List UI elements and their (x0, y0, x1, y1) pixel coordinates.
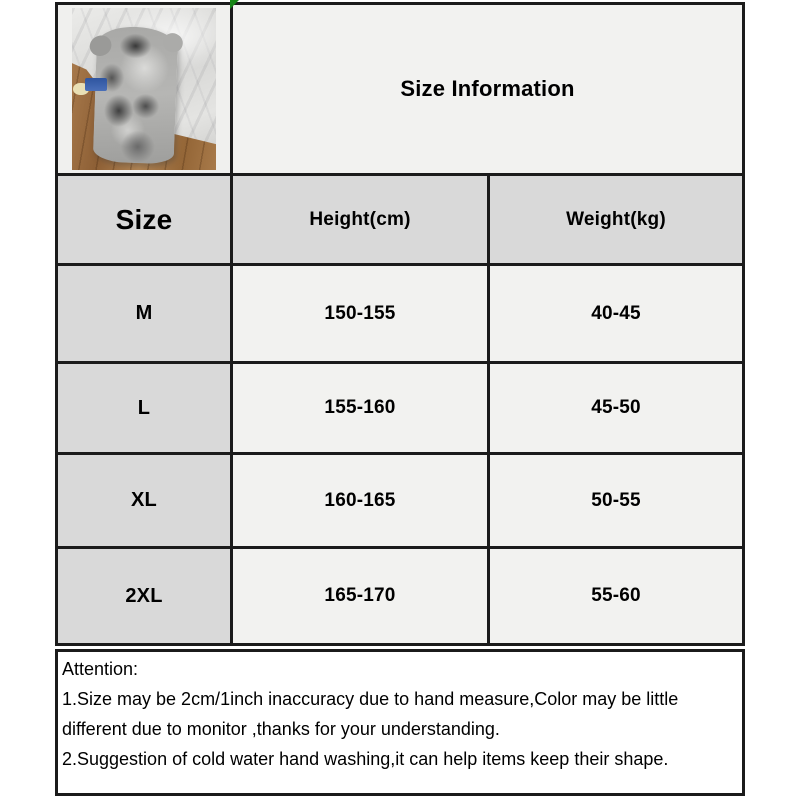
attention-note (55, 649, 745, 796)
size-label-m: M (58, 266, 230, 361)
attention-line-3: 2.Suggestion of cold water hand washing,it can help items keep their shape. (62, 749, 669, 769)
product-photo (72, 8, 216, 170)
height-value-xl: 160-165 (233, 455, 487, 546)
column-header-height: Height(cm) (233, 176, 487, 263)
height-value-l: 155-160 (233, 364, 487, 452)
page-title: Size Information (400, 76, 575, 101)
size-label-2xl: 2XL (58, 549, 230, 643)
size-information-header (233, 5, 742, 173)
height-value-2xl: 165-170 (233, 549, 487, 643)
attention-line-2: different due to monitor ,thanks for your understanding. (62, 719, 500, 739)
green-corner-flag-icon (230, 0, 239, 9)
size-label-xl: XL (58, 455, 230, 546)
attention-label: Attention: (62, 659, 139, 679)
blue-package (85, 78, 107, 91)
weight-value-2xl: 55-60 (490, 549, 742, 643)
attention-line-1: 1.Size may be 2cm/1inch inaccuracy due to hand measure,Color may be little (62, 689, 679, 709)
size-table (55, 2, 745, 646)
height-value-m: 150-155 (233, 266, 487, 361)
product-photo-cell (58, 5, 230, 173)
column-header-size: Size (58, 176, 230, 263)
weight-value-l: 45-50 (490, 364, 742, 452)
column-header-weight: Weight(kg) (490, 176, 742, 263)
weight-value-m: 40-45 (490, 266, 742, 361)
size-label-l: L (58, 364, 230, 452)
weight-value-xl: 50-55 (490, 455, 742, 546)
tie-dye-garment (93, 26, 178, 165)
